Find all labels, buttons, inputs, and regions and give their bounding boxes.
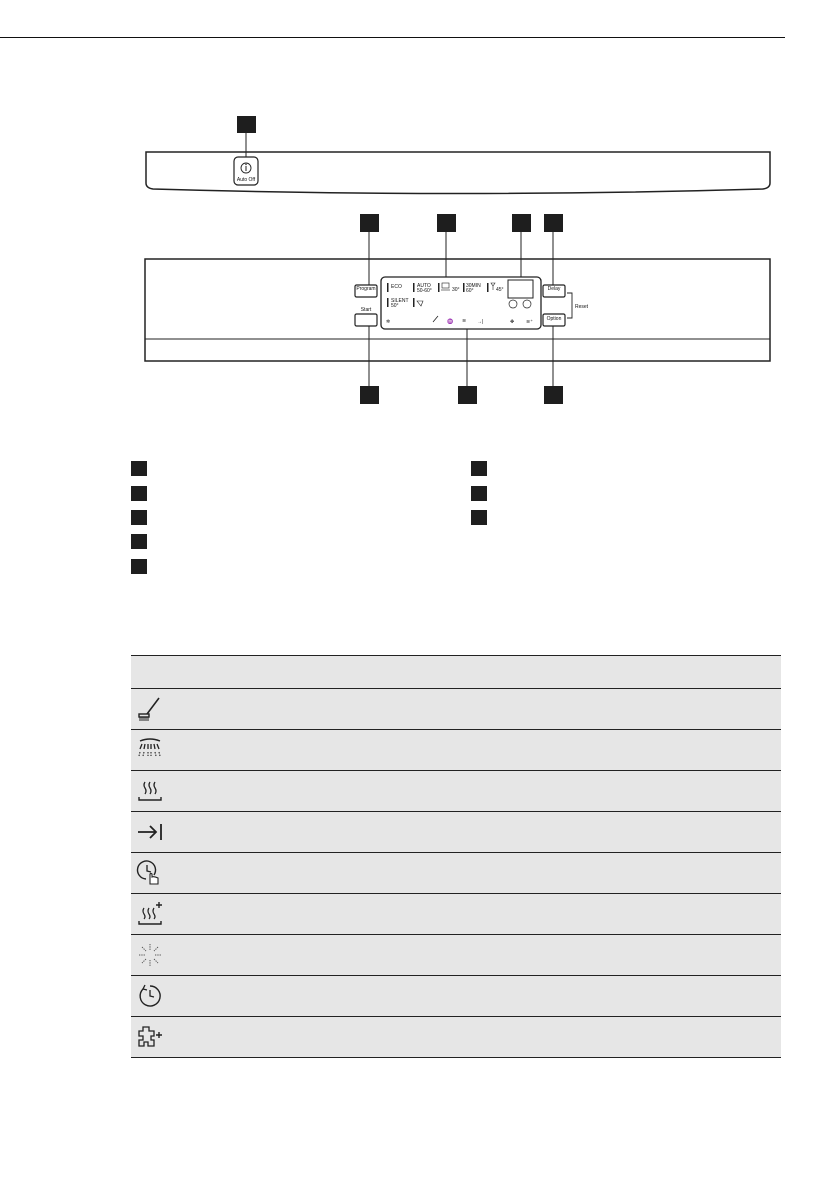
legend-marker	[131, 559, 147, 574]
marker-5	[544, 214, 563, 232]
spray-mini-icon: ♒	[447, 319, 454, 325]
brush-icon	[135, 694, 165, 724]
auto-off-label: Auto Off	[236, 177, 256, 183]
marker-1	[237, 116, 256, 133]
table-header-row	[131, 656, 781, 689]
spray-arms-icon	[135, 735, 165, 765]
end-arrow-icon	[135, 817, 165, 847]
legend-marker	[131, 486, 147, 501]
marker-8	[544, 386, 563, 404]
reset-label: Reset	[575, 304, 589, 310]
table-row	[131, 935, 781, 976]
marker-3	[437, 214, 456, 232]
panel-label: Program	[356, 286, 376, 292]
legend-marker	[471, 461, 487, 476]
legend-marker	[471, 510, 487, 525]
marker-4	[512, 214, 531, 232]
extra-dry-icon	[135, 899, 165, 929]
panel-label: Option	[546, 316, 562, 322]
table-row	[131, 689, 781, 730]
timer-icon	[135, 981, 165, 1011]
dry-mini-icon: ≋	[462, 318, 467, 324]
panel-label: 45°	[496, 287, 504, 293]
panel-label: 50°	[391, 303, 399, 309]
legend-marker	[131, 461, 147, 476]
table-row	[131, 812, 781, 853]
table-row	[131, 771, 781, 812]
delay-hand-icon	[135, 858, 165, 888]
sparkle-icon	[135, 940, 165, 970]
extra-dry-mini-icon: ≋⁺	[526, 319, 533, 325]
end-mini-icon: →|	[477, 319, 484, 325]
legend-marker	[131, 534, 147, 549]
symbol-table	[131, 655, 781, 1058]
panel-label: 30°	[452, 287, 460, 293]
table-row	[131, 1017, 781, 1058]
panel-label: SILENT	[391, 298, 409, 304]
table-row	[131, 976, 781, 1017]
panel-label: 50-60°	[417, 288, 432, 294]
marker-7	[458, 386, 477, 404]
add-puzzle-icon	[135, 1022, 165, 1052]
table-row	[131, 730, 781, 771]
start-button	[355, 314, 377, 326]
control-panel-illustration	[0, 0, 839, 420]
panel-label: 30MIN	[466, 283, 481, 289]
marker-6	[360, 386, 379, 404]
panel-label: 60°	[466, 288, 474, 294]
drying-icon	[135, 776, 165, 806]
panel-label: ECO	[391, 284, 402, 290]
marker-2	[360, 214, 379, 232]
panel-label: Start	[360, 307, 372, 313]
panel-label: AUTO	[417, 283, 431, 289]
table-row	[131, 894, 781, 935]
table-row	[131, 853, 781, 894]
sparkle-mini-icon: ✲	[386, 319, 391, 325]
legend-marker	[471, 486, 487, 501]
digit-display	[508, 280, 533, 298]
legend-marker	[131, 510, 147, 525]
panel-label: Delay	[547, 286, 561, 292]
puzzle-mini-icon: ✥	[510, 319, 515, 325]
